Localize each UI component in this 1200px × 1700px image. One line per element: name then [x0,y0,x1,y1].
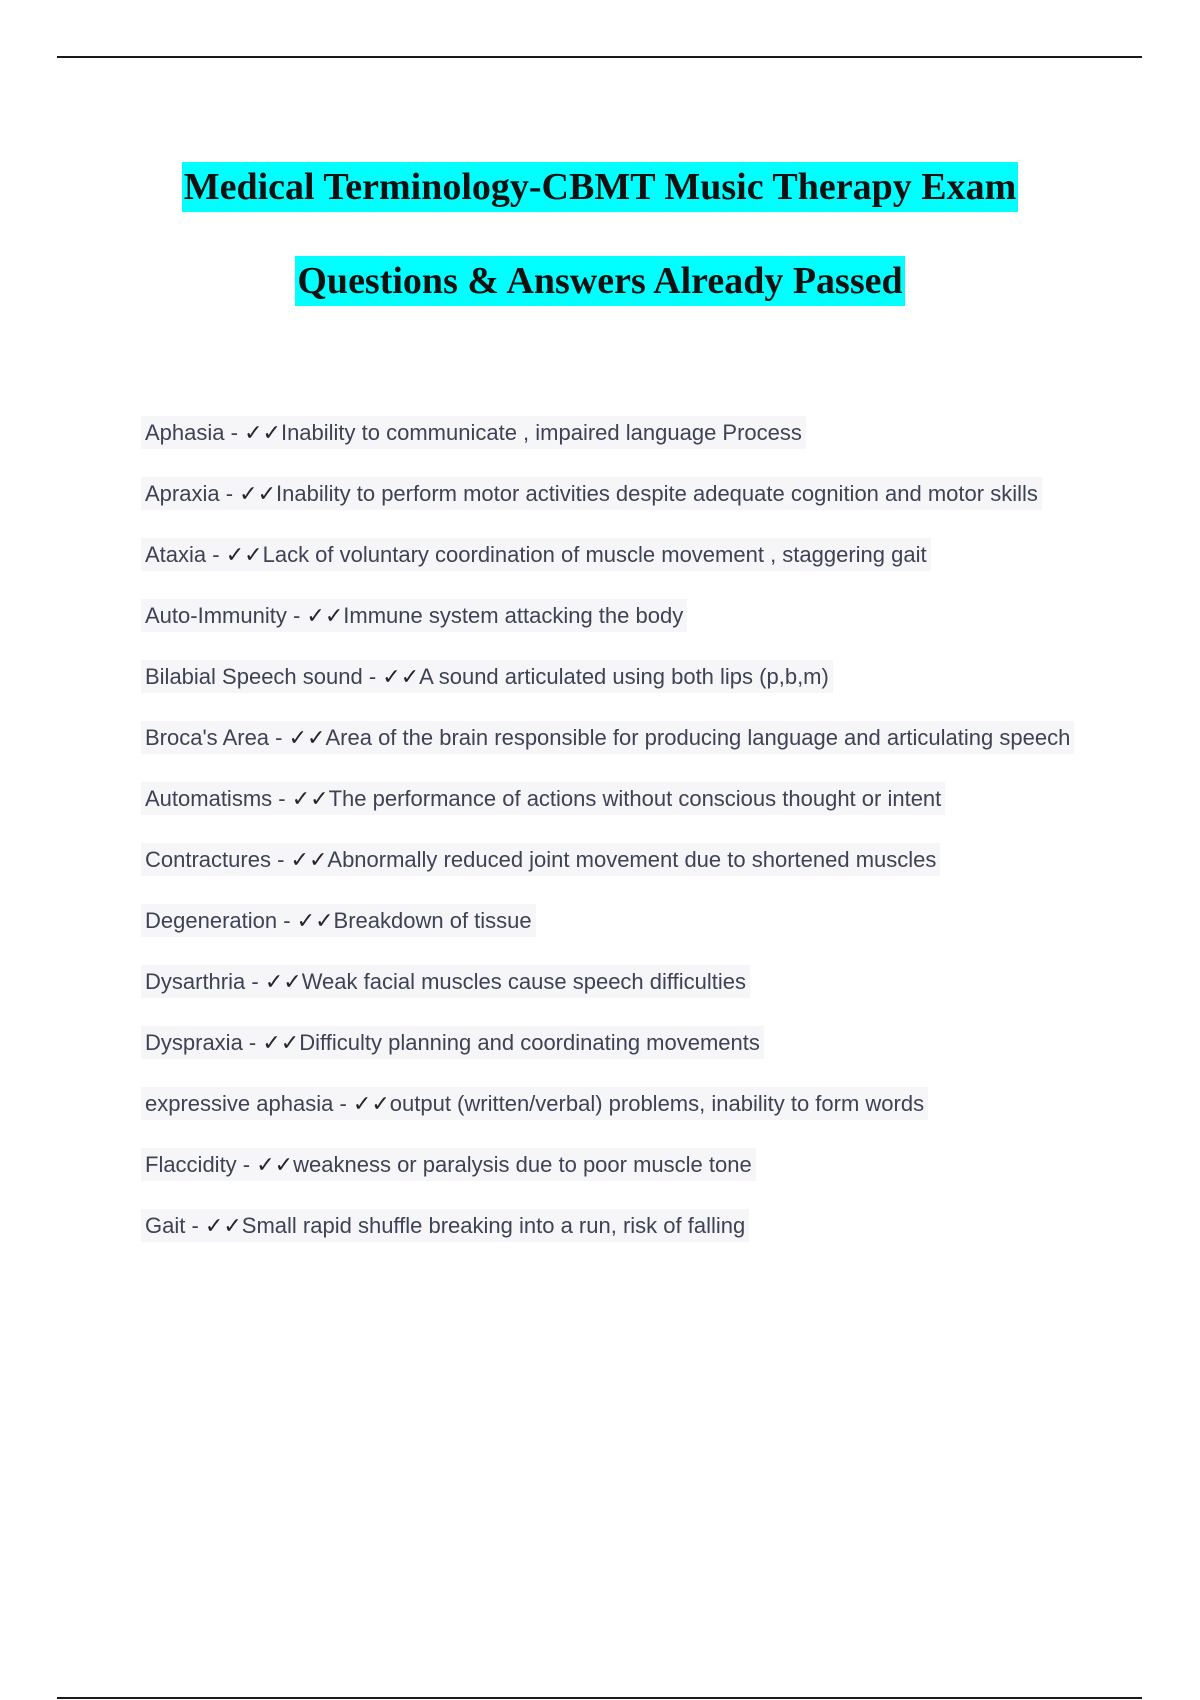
double-check-icon: ✓✓ [264,969,302,994]
term-entry [145,402,1085,463]
term-highlight [145,542,927,567]
term-name: Ataxia [145,542,207,567]
term-entry [145,1012,1085,1073]
term-definition: weakness or paralysis due to poor muscle tone [293,1152,752,1177]
term-entry [145,463,1085,524]
term-name: Degeneration [145,908,278,933]
term-name: expressive aphasia [145,1091,334,1116]
term-separator: - [269,725,289,750]
term-highlight [145,664,829,689]
term-definition: Immune system attacking the body [343,603,684,628]
term-name: Broca's Area [145,725,270,750]
term-entry [145,585,1085,646]
term-highlight [145,481,1038,506]
term-name: Aphasia [145,420,225,445]
term-entry [145,890,1085,951]
term-separator: - [242,1030,263,1055]
term-name: Automatisms [145,786,273,811]
term-entry [145,646,1085,707]
term-definition: A sound articulated using both lips (p,b,m) [419,664,829,689]
title-line-1: Medical Terminology-CBMT Music Therapy Exam [0,140,1200,234]
term-name: Gait [145,1213,186,1238]
term-entry [145,768,1085,829]
top-rule [57,56,1142,58]
term-separator: - [185,1213,205,1238]
term-highlight [145,847,936,872]
double-check-icon: ✓✓ [239,481,277,506]
double-check-icon: ✓✓ [291,786,329,811]
term-highlight [145,420,802,445]
term-name: Flaccidity [145,1152,237,1177]
double-check-icon: ✓✓ [256,1152,294,1177]
double-check-icon: ✓✓ [288,725,326,750]
double-check-icon: ✓✓ [244,420,281,445]
term-definition: Abnormally reduced joint movement due to shortened muscles [327,847,937,872]
term-definition: The performance of actions without conscious thought or intent [328,786,942,811]
term-separator: - [270,847,291,872]
double-check-icon: ✓✓ [262,1030,300,1055]
term-name: Apraxia [145,481,220,506]
term-separator: - [333,1091,353,1116]
bottom-rule [57,1697,1142,1699]
double-check-icon: ✓✓ [306,603,344,628]
term-name: Dysarthria [145,969,246,994]
term-definition: Lack of voluntary coordination of muscle movement , staggering gait [262,542,927,567]
term-highlight [145,1091,924,1116]
term-entry [145,951,1085,1012]
double-check-icon: ✓✓ [382,664,420,689]
term-entry [145,524,1085,585]
term-highlight [145,969,746,994]
term-entry [145,1134,1085,1195]
term-definition: Inability to perform motor activities despite adequate cognition and motor skills [276,481,1038,506]
term-highlight [145,1213,745,1238]
term-definition: Area of the brain responsible for producing language and articulating speech [325,725,1071,750]
term-definition: Difficulty planning and coordinating movements [299,1030,760,1055]
term-name: Dyspraxia [145,1030,243,1055]
term-separator: - [245,969,265,994]
double-check-icon: ✓✓ [352,1091,390,1116]
term-name: Contractures [145,847,271,872]
term-separator: - [236,1152,257,1177]
term-definition: Breakdown of tissue [333,908,532,933]
term-name: Auto-Immunity [145,603,287,628]
term-separator: - [277,908,297,933]
term-separator: - [362,664,383,689]
term-entry [145,1195,1085,1256]
double-check-icon: ✓✓ [225,542,263,567]
term-separator: - [286,603,307,628]
term-definition: Weak facial muscles cause speech difficulties [301,969,746,994]
double-check-icon: ✓✓ [204,1213,242,1238]
term-separator: - [272,786,292,811]
document-title [0,140,1200,328]
term-definition: Inability to communicate , impaired language Process [280,420,802,445]
term-separator: - [224,420,245,445]
term-entry [145,829,1085,890]
term-entry [145,1073,1085,1134]
term-separator: - [219,481,240,506]
term-highlight [145,908,532,933]
term-separator: - [206,542,226,567]
term-definition: output (written/verbal) problems, inability to form words [389,1091,925,1116]
term-name: Bilabial Speech sound [145,664,363,689]
term-highlight [145,1030,760,1055]
term-entry [145,707,1085,768]
term-highlight [145,725,1070,750]
term-highlight [145,1152,752,1177]
term-highlight [145,786,941,811]
double-check-icon: ✓✓ [290,847,328,872]
term-list [145,402,1085,1256]
term-highlight [145,603,683,628]
double-check-icon: ✓✓ [296,908,334,933]
title-line-2: Questions & Answers Already Passed [0,234,1200,328]
term-definition: Small rapid shuffle breaking into a run, risk of falling [241,1213,746,1238]
